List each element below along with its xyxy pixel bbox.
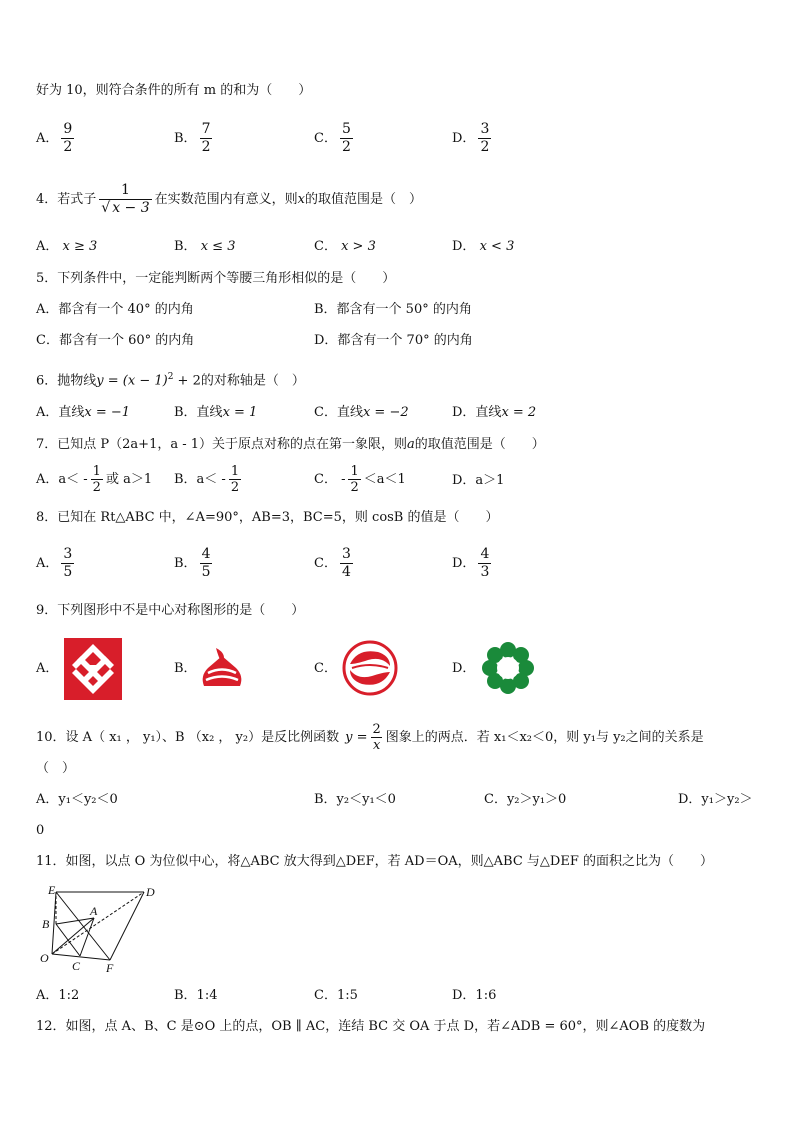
q5-option-c[interactable]: C．都含有一个 60° 的内角 bbox=[36, 333, 195, 348]
q9-option-a-label[interactable]: A． bbox=[36, 661, 59, 676]
frac-den: 2 bbox=[350, 480, 359, 495]
q10-option-c[interactable]: C．y₂＞y₁＞0 bbox=[484, 792, 567, 807]
figure-label-e: E bbox=[48, 883, 56, 897]
q10-option-a[interactable]: A．y₁＜y₂＜0 bbox=[36, 792, 118, 807]
q4-middle: 在实数范围内有意义，则 bbox=[154, 192, 298, 207]
q4-suffix: 的取值范围是（ ） bbox=[305, 192, 423, 207]
frac-num: 9 bbox=[63, 121, 73, 137]
frac-den: 2 bbox=[341, 139, 351, 155]
q10-stem-a: 10．设 A（ x₁ ， y₁）、B （x₂ ， y₂）是反比例函数 bbox=[36, 730, 340, 745]
frac-num: 3 bbox=[341, 546, 351, 562]
figure-lines bbox=[52, 892, 144, 960]
q10-formula-y: y = bbox=[345, 730, 368, 745]
q6-option-a[interactable] bbox=[36, 404, 130, 422]
q7-option-d[interactable]: D．a＞1 bbox=[452, 473, 505, 488]
frac-num: 3 bbox=[63, 546, 73, 562]
figure-label-b: B bbox=[42, 917, 50, 931]
q3-option-d[interactable] bbox=[452, 121, 494, 156]
swirl-ring bbox=[344, 642, 396, 694]
frac-den: 5 bbox=[63, 564, 73, 580]
option-label: D．直线 bbox=[452, 405, 502, 420]
frac-num: 4 bbox=[201, 546, 211, 562]
option-text: x = −1 bbox=[84, 405, 131, 420]
q4-stem bbox=[36, 182, 422, 217]
figure-label-d: D bbox=[146, 885, 155, 899]
sqrt-radicand: x − 3 bbox=[112, 200, 150, 216]
swirl-arc bbox=[350, 651, 390, 666]
q10-option-b[interactable]: B．y₂＜y₁＜0 bbox=[314, 792, 396, 807]
frac-num: 1 bbox=[230, 464, 240, 479]
option-label: B． bbox=[174, 556, 197, 571]
q5-option-a[interactable]: A．都含有一个 40° 的内角 bbox=[36, 302, 194, 317]
option-label: C． bbox=[314, 239, 337, 254]
option-label: B． bbox=[174, 131, 197, 146]
option-text: x = 2 bbox=[501, 405, 537, 420]
frac-den: 2 bbox=[480, 139, 490, 155]
figure-label-o: O bbox=[40, 951, 49, 965]
frac-den: 2 bbox=[63, 139, 73, 155]
q6-prefix: 6．抛物线 bbox=[36, 373, 97, 389]
q9-figure-c-swirl-logo[interactable] bbox=[342, 640, 398, 696]
q8-option-a[interactable] bbox=[36, 546, 77, 581]
q6-exponent: 2 bbox=[167, 372, 174, 382]
option-text: x > 3 bbox=[341, 239, 376, 254]
q9-option-d-label[interactable]: D． bbox=[452, 661, 476, 676]
q8-option-b[interactable] bbox=[174, 546, 215, 581]
frac-num: 5 bbox=[341, 121, 351, 137]
option-label: A． bbox=[36, 556, 59, 571]
q9-figure-d-flower-logo[interactable] bbox=[482, 642, 534, 694]
frac-den: 4 bbox=[341, 564, 351, 580]
q8-stem: 8．已知在 Rt△ABC 中，∠A=90°，AB=3，BC=5，则 cosB 的值是（ ） bbox=[36, 510, 499, 525]
q7-option-c[interactable] bbox=[314, 464, 406, 495]
option-label: D． bbox=[452, 239, 476, 254]
q10-option-d[interactable]: D．y₁＞y₂＞ bbox=[678, 792, 753, 807]
option-text: x = −2 bbox=[362, 405, 409, 420]
option-label: C． bbox=[314, 131, 337, 146]
frac-num: 7 bbox=[201, 121, 211, 137]
option-label: C．直线 bbox=[314, 405, 363, 420]
option-label: D． bbox=[452, 131, 476, 146]
q6-stem bbox=[36, 368, 305, 390]
option-tail: ＜a＜1 bbox=[363, 472, 406, 487]
figure-label-f: F bbox=[106, 961, 114, 974]
swirl-line bbox=[352, 665, 388, 668]
frac-den: 3 bbox=[480, 564, 490, 580]
q5-stem: 5．下列条件中，一定能判断两个等腰三角形相似的是（ ） bbox=[36, 271, 396, 286]
option-label: B． bbox=[174, 239, 197, 254]
q11-figure bbox=[36, 882, 166, 974]
frac-num: 4 bbox=[480, 546, 490, 562]
option-tail: 或 a＞1 bbox=[105, 472, 153, 487]
option-label: C． bbox=[314, 556, 337, 571]
q10-stem bbox=[36, 722, 704, 753]
frac-den: 2 bbox=[92, 480, 101, 495]
frac-num: 1 bbox=[92, 464, 101, 479]
frac-den: √ x − 3 bbox=[101, 200, 150, 216]
q11-option-b[interactable]: B．1:4 bbox=[174, 988, 218, 1003]
q11-option-c[interactable]: C．1:5 bbox=[314, 988, 358, 1003]
q3-option-c[interactable] bbox=[314, 121, 356, 156]
swirl-arc bbox=[350, 670, 390, 685]
q5-option-b[interactable]: B．都含有一个 50° 的内角 bbox=[314, 302, 472, 317]
q6-suffix: 的对称轴是（ ） bbox=[200, 373, 305, 389]
q12-stem: 12．如图，点 A、B、C 是⊙O 上的点，OB ∥ AC，连结 BC 交 OA 于点 D，若∠ADB = 60°，则∠AOB 的度数为 bbox=[36, 1019, 706, 1034]
figure-label-a: A bbox=[90, 904, 98, 918]
frac-den: 5 bbox=[201, 564, 211, 580]
q8-option-c[interactable] bbox=[314, 546, 356, 581]
option-text: x ≥ 3 bbox=[62, 239, 98, 254]
q7-stem-text: 7．已知点 P（2a+1，a - 1）关于原点对称的点在第一象限，则 bbox=[36, 437, 408, 452]
q9-option-c-label[interactable]: C． bbox=[314, 661, 337, 676]
frac-den: x bbox=[372, 738, 381, 753]
q7-suffix: 的取值范围是（ ） bbox=[414, 437, 545, 452]
frac-num: 2 bbox=[372, 722, 381, 737]
q3-option-a[interactable] bbox=[36, 121, 77, 156]
q10-option-d-wrap: 0 bbox=[36, 823, 45, 838]
q11-option-d[interactable]: D．1:6 bbox=[452, 988, 497, 1003]
q9-figure-a-knot-logo[interactable] bbox=[64, 638, 122, 700]
q4-var: x bbox=[297, 192, 305, 207]
q9-option-b-label[interactable]: B． bbox=[174, 661, 197, 676]
option-label: D． bbox=[452, 556, 476, 571]
q6-formula-tail: + 2 bbox=[173, 373, 201, 389]
option-text: x ≤ 3 bbox=[200, 239, 236, 254]
option-label: A．a＜ - bbox=[36, 472, 88, 487]
q6-formula: y = (x − 1) bbox=[96, 373, 168, 389]
q5-option-d[interactable]: D．都含有一个 70° 的内角 bbox=[314, 333, 473, 348]
q9-stem: 9．下列图形中不是中心对称图形的是（ ） bbox=[36, 603, 305, 618]
q3-stem-tail: 好为 10，则符合条件的所有 m 的和为（ ） bbox=[36, 83, 312, 98]
option-label: A． bbox=[36, 131, 59, 146]
frac-num: 3 bbox=[480, 121, 490, 137]
q4-option-d[interactable] bbox=[452, 238, 514, 256]
q4-prefix: 4．若式子 bbox=[36, 192, 97, 207]
option-text: x = 1 bbox=[222, 405, 258, 420]
q9-figure-b-flame-logo[interactable] bbox=[198, 646, 246, 688]
frac-den: 2 bbox=[230, 480, 240, 495]
q6-option-b[interactable] bbox=[174, 404, 257, 422]
q4-option-b[interactable] bbox=[174, 238, 235, 256]
q7-stem bbox=[36, 436, 545, 454]
q7-option-a[interactable] bbox=[36, 464, 152, 495]
option-label: B．a＜ - bbox=[174, 472, 226, 487]
q11-stem: 11．如图，以点 O 为位似中心，将△ABC 放大得到△DEF，若 AD＝OA，则△ABC 与△DEF 的面积之比为（ ） bbox=[36, 854, 713, 869]
frac-num: 1 bbox=[350, 464, 359, 479]
frac-den: 2 bbox=[201, 139, 211, 155]
q4-option-c[interactable] bbox=[314, 238, 376, 256]
option-label: A． bbox=[36, 239, 59, 254]
q4-option-a[interactable] bbox=[36, 238, 97, 256]
q8-option-d[interactable] bbox=[452, 546, 494, 581]
q6-option-c[interactable] bbox=[314, 404, 409, 422]
figure-label-c: C bbox=[72, 959, 81, 973]
q10-stem-paren: （ ） bbox=[36, 761, 76, 776]
flower-center bbox=[497, 657, 519, 679]
frac-num: 1 bbox=[121, 182, 130, 198]
option-label: A．直线 bbox=[36, 405, 85, 420]
q10-stem-b: 图象上的两点．若 x₁＜x₂＜0，则 y₁与 y₂之间的关系是 bbox=[385, 730, 704, 745]
option-label: B．直线 bbox=[174, 405, 223, 420]
q11-option-a[interactable]: A．1:2 bbox=[36, 988, 80, 1003]
q6-option-d[interactable] bbox=[452, 404, 536, 422]
q3-option-b[interactable] bbox=[174, 121, 215, 156]
option-label: C． - bbox=[314, 472, 346, 487]
option-text: x < 3 bbox=[479, 239, 515, 254]
q7-option-b[interactable] bbox=[174, 464, 244, 495]
q7-var: a bbox=[407, 437, 415, 452]
